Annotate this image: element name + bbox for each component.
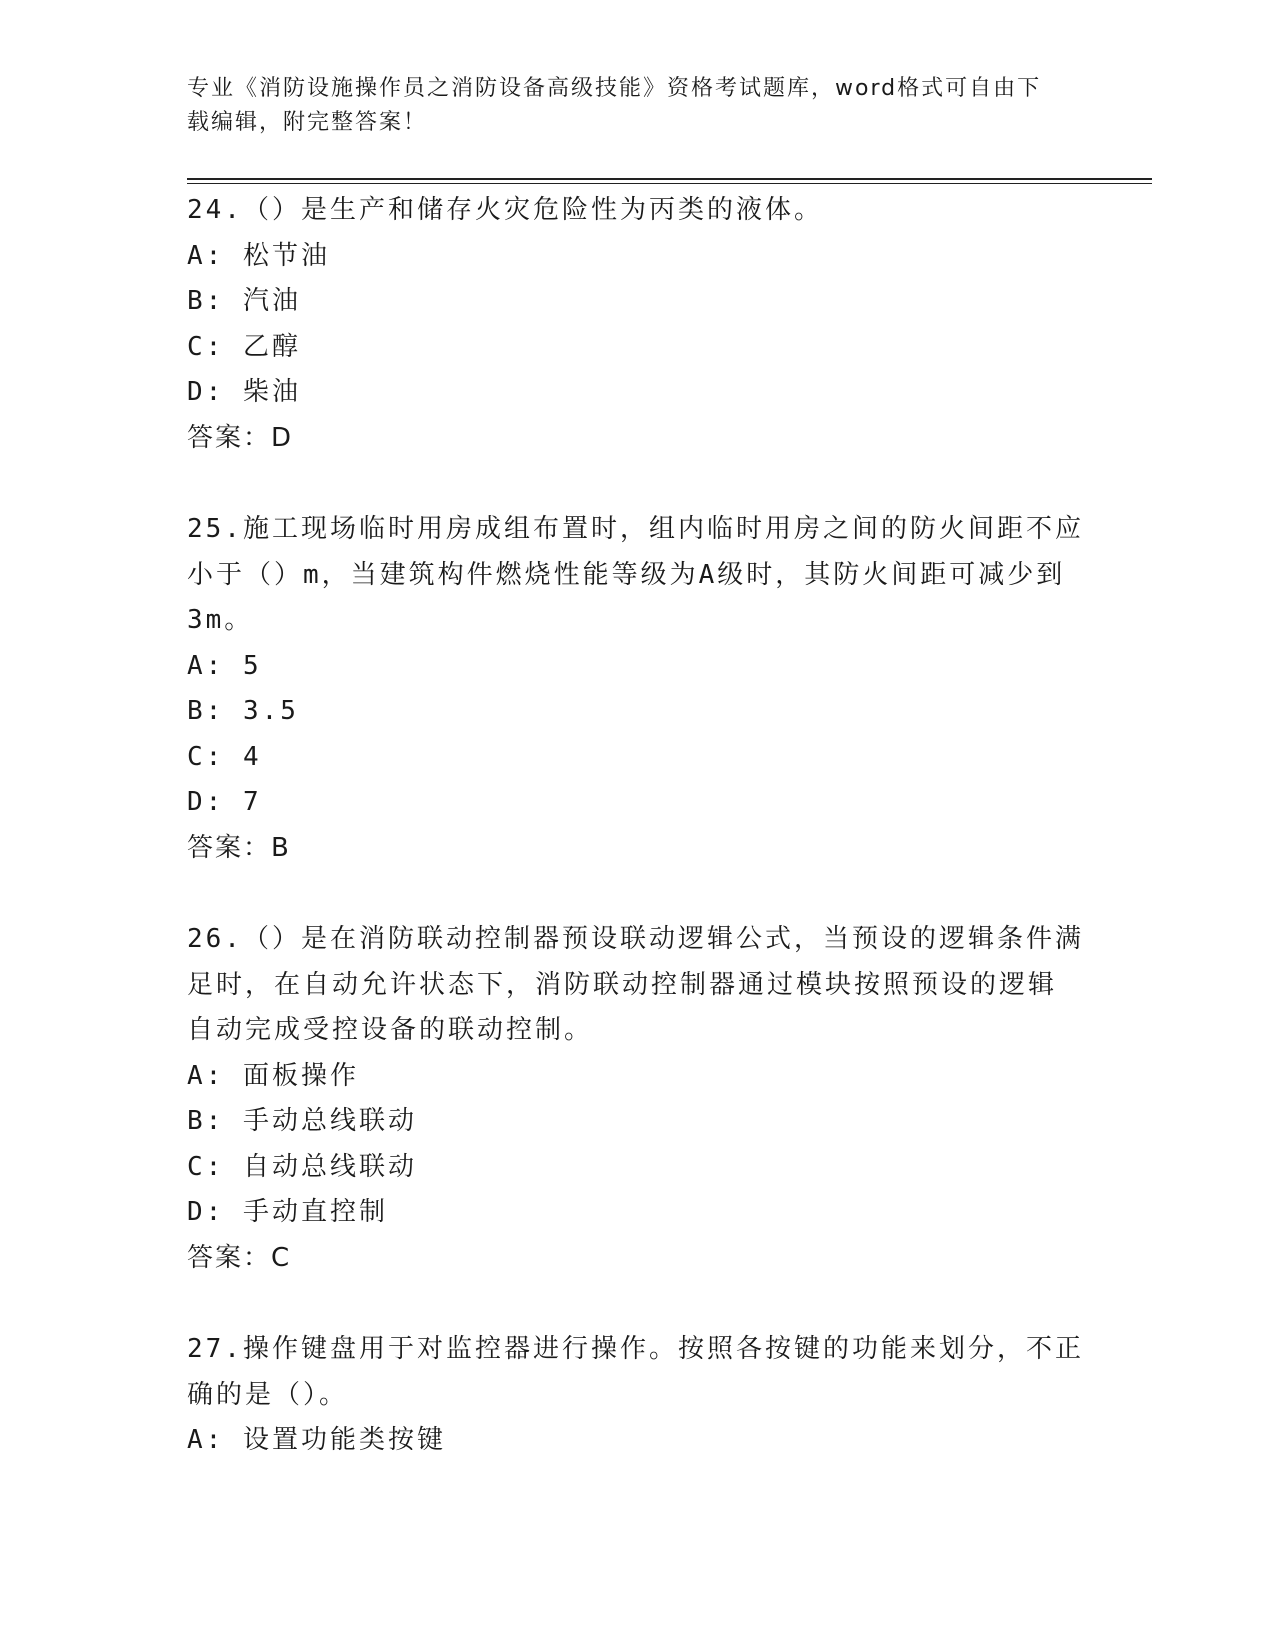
option-c: C: 4 — [187, 741, 262, 772]
option-d: D: 柴油 — [187, 377, 301, 407]
document-header — [187, 72, 1067, 140]
option-c: C: 乙醇 — [187, 331, 301, 362]
option-b: B: 手动总线联动 — [187, 1106, 417, 1136]
question-stem: 足时，在自动允许状态下，消防联动控制器通过模块按照预设的逻辑 — [187, 969, 1058, 1000]
question-stem: 25.施工现场临时用房成组布置时，组内临时用房之间的防火间距不应 — [187, 514, 1084, 544]
question-list — [187, 188, 1087, 1510]
question-27 — [187, 1327, 1087, 1464]
question-25 — [187, 507, 1087, 871]
question-stem: 小于（）m，当建筑构件燃烧性能等级为A级时，其防火间距可减少到 — [187, 559, 1066, 590]
question-stem: 自动完成受控设备的联动控制。 — [187, 1015, 594, 1045]
question-24 — [187, 188, 1087, 461]
header-line-1: 专业《消防设施操作员之消防设备高级技能》资格考试题库，word格式可自由下 — [187, 76, 1042, 101]
option-a: A: 设置功能类按键 — [187, 1425, 446, 1455]
option-b: B: 汽油 — [187, 286, 301, 316]
header-divider-thick — [187, 178, 1152, 180]
answer-label: 答案：D — [187, 422, 294, 453]
header-divider-thin — [187, 183, 1152, 184]
question-26 — [187, 917, 1087, 1281]
answer-label: 答案：C — [187, 1242, 292, 1273]
option-d: D: 7 — [187, 787, 262, 817]
answer-label: 答案：B — [187, 832, 291, 863]
option-b: B: 3.5 — [187, 696, 299, 726]
option-a: A: 面板操作 — [187, 1060, 359, 1091]
option-d: D: 手动直控制 — [187, 1197, 388, 1227]
option-c: C: 自动总线联动 — [187, 1151, 417, 1182]
question-stem: 3m。 — [187, 605, 254, 635]
question-stem: 27.操作键盘用于对监控器进行操作。按照各按键的功能来划分，不正 — [187, 1334, 1084, 1364]
option-a: A: 5 — [187, 650, 262, 681]
question-stem: 26.（）是在消防联动控制器预设联动逻辑公式，当预设的逻辑条件满 — [187, 924, 1084, 954]
question-stem: 确的是（）。 — [187, 1379, 349, 1410]
header-line-2: 载编辑，附完整答案！ — [187, 110, 428, 135]
question-stem: 24.（）是生产和储存火灾危险性为丙类的液体。 — [187, 195, 823, 225]
option-a: A: 松节油 — [187, 240, 330, 271]
